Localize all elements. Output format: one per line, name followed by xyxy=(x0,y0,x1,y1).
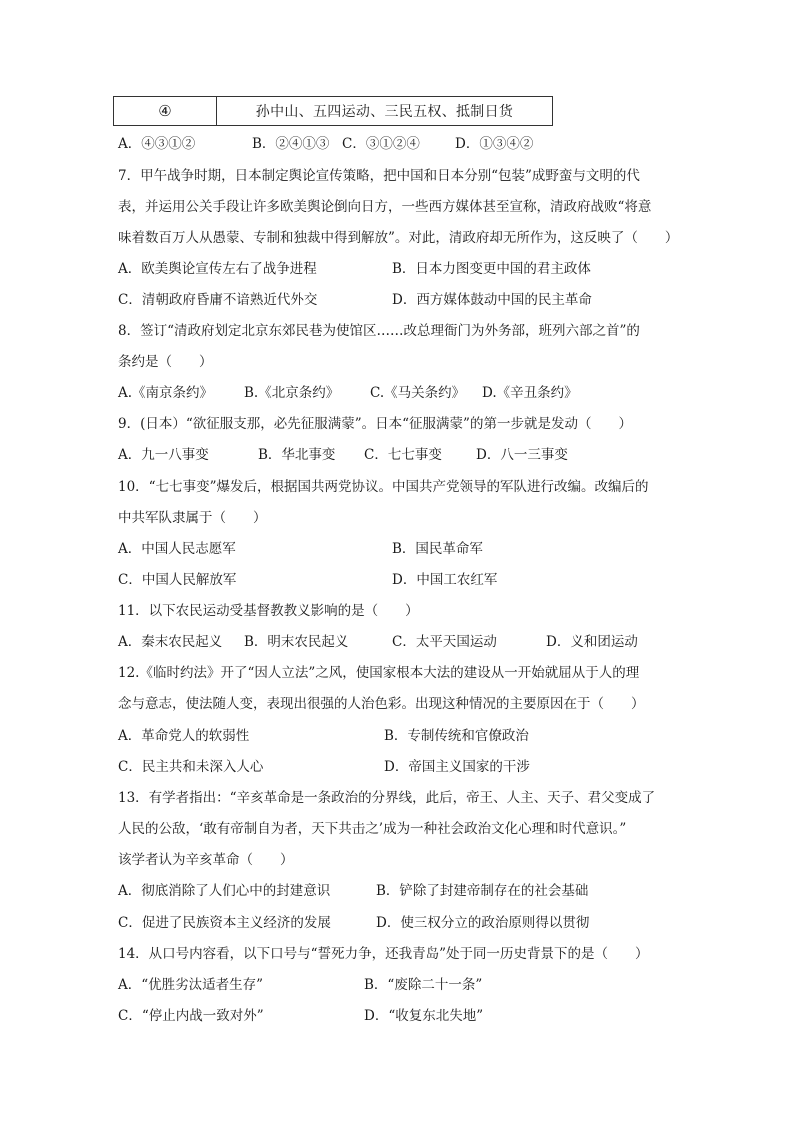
q13-stem-line-1: 13．有学者指出：“辛亥革命是一条政治的分界线，此后，帝王、人主、天子、君父变成了 xyxy=(118,790,656,806)
q9-option-b: B．华北事变 xyxy=(258,447,336,463)
q7-option-b: B．日本力图变更中国的君主政体 xyxy=(392,261,591,277)
q7-option-d: D．西方媒体鼓动中国的民主革命 xyxy=(392,292,592,308)
q8-option-b: B.《北京条约》 xyxy=(244,385,340,401)
q8-option-a: A.《南京条约》 xyxy=(118,385,214,401)
q9-stem-line-1: 9．(日本）“欲征服支那，必先征服满蒙”。日本“征服满蒙”的第一步就是发动（ ） xyxy=(118,416,632,432)
q8-stem-line-1: 8．签订“清政府划定北京东郊民巷为使馆区……改总理衙门为外务部，班列六部之首”的 xyxy=(118,323,640,339)
q13-stem-line-3: 该学者认为辛亥革命（ ） xyxy=(118,852,294,868)
q11-stem-line-1: 11．以下农民运动受基督教教义影响的是（ ） xyxy=(118,603,419,619)
q12-option-a: A．革命党人的软弱性 xyxy=(118,728,250,744)
q8-option-d: D.《辛丑条约》 xyxy=(482,385,578,401)
q14-option-b: B．“废除二十一条” xyxy=(364,977,483,993)
q10-option-a: A．中国人民志愿军 xyxy=(118,541,236,557)
q6-option-a: A．④③①② xyxy=(118,136,196,152)
q13-option-c: C．促进了民族资本主义经济的发展 xyxy=(118,915,331,931)
q7-stem-line-3: 味着数百万人从愚蒙、专制和独裁中得到解放”。对此，清政府却无所作为，这反映了（ ） xyxy=(118,230,679,246)
q6-option-b: B．②④①③ xyxy=(252,136,330,152)
q10-option-d: D．中国工农红军 xyxy=(392,572,498,588)
q13-option-d: D．使三权分立的政治原则得以贯彻 xyxy=(376,915,590,931)
options-table-row xyxy=(113,96,553,126)
q9-option-d: D．八一三事变 xyxy=(476,447,568,463)
q12-stem-line-2: 念与意志，使法随人变，表现出很强的人治色彩。出现这种情况的主要原因在于（ ） xyxy=(118,696,645,712)
q10-option-b: B．国民革命军 xyxy=(392,541,483,557)
q14-option-a: A．“优胜劣汰适者生存” xyxy=(118,977,264,993)
q10-stem-line-2: 中共军队隶属于（ ） xyxy=(118,510,267,526)
q9-option-c: C．七七事变 xyxy=(364,447,442,463)
q6-option-d: D．①③④② xyxy=(455,136,534,152)
q6-option-c: C．③①②④ xyxy=(342,136,420,152)
q8-option-c: C.《马关条约》 xyxy=(370,385,466,401)
q14-stem-line-1: 14．从口号内容看，以下口号与“誓死力争，还我青岛”处于同一历史背景下的是（ ） xyxy=(118,946,649,962)
q11-option-a: A．秦末农民起义 xyxy=(118,634,223,650)
q7-stem-line-1: 7．甲午战争时期，日本制定舆论宣传策略，把中国和日本分别“包装”成野蛮与文明的代 xyxy=(118,168,640,184)
q10-option-c: C．中国人民解放军 xyxy=(118,572,237,588)
q14-option-c: C．“停止内战一致对外” xyxy=(118,1008,264,1024)
table-cell-text: 孙中山、五四运动、三民五权、抵制日货 xyxy=(255,104,514,120)
q7-stem-line-2: 表，并运用公关手段让许多欧美舆论倒向日方，一些西方媒体甚至宣称，清政府战败“将意 xyxy=(118,199,652,215)
q8-stem-line-2: 条约是（ ） xyxy=(118,354,213,370)
table-cell-number: ④ xyxy=(114,97,217,125)
q12-stem-line-1: 12.《临时约法》开了“因人立法”之风，使国家根本大法的建设从一开始就屈从于人的理 xyxy=(118,665,640,681)
q12-option-c: C．民主共和未深入人心 xyxy=(118,759,264,775)
q12-option-b: B．专制传统和官僚政治 xyxy=(384,728,529,744)
q12-option-d: D．帝国主义国家的干涉 xyxy=(384,759,530,775)
q11-option-b: B．明末农民起义 xyxy=(244,634,349,650)
q11-option-c: C．太平天国运动 xyxy=(392,634,497,650)
q9-option-a: A．九一八事变 xyxy=(118,447,209,463)
q10-stem-line-1: 10．“七七事变”爆发后，根据国共两党协议。中国共产党领导的军队进行改编。改编后的 xyxy=(118,479,649,495)
q13-option-a: A．彻底消除了人们心中的封建意识 xyxy=(118,883,331,899)
q11-option-d: D．义和团运动 xyxy=(546,634,638,650)
q7-option-c: C．清朝政府昏庸不谙熟近代外交 xyxy=(118,292,318,308)
q13-option-b: B．铲除了封建帝制存在的社会基础 xyxy=(376,883,589,899)
q13-stem-line-2: 人民的公敌，‘敢有帝制自为者，天下共击之’成为一种社会政治文化心理和时代意识。” xyxy=(118,821,627,837)
q7-option-a: A．欧美舆论宣传左右了战争进程 xyxy=(118,261,317,277)
q14-option-d: D．“收复东北失地” xyxy=(364,1008,484,1024)
